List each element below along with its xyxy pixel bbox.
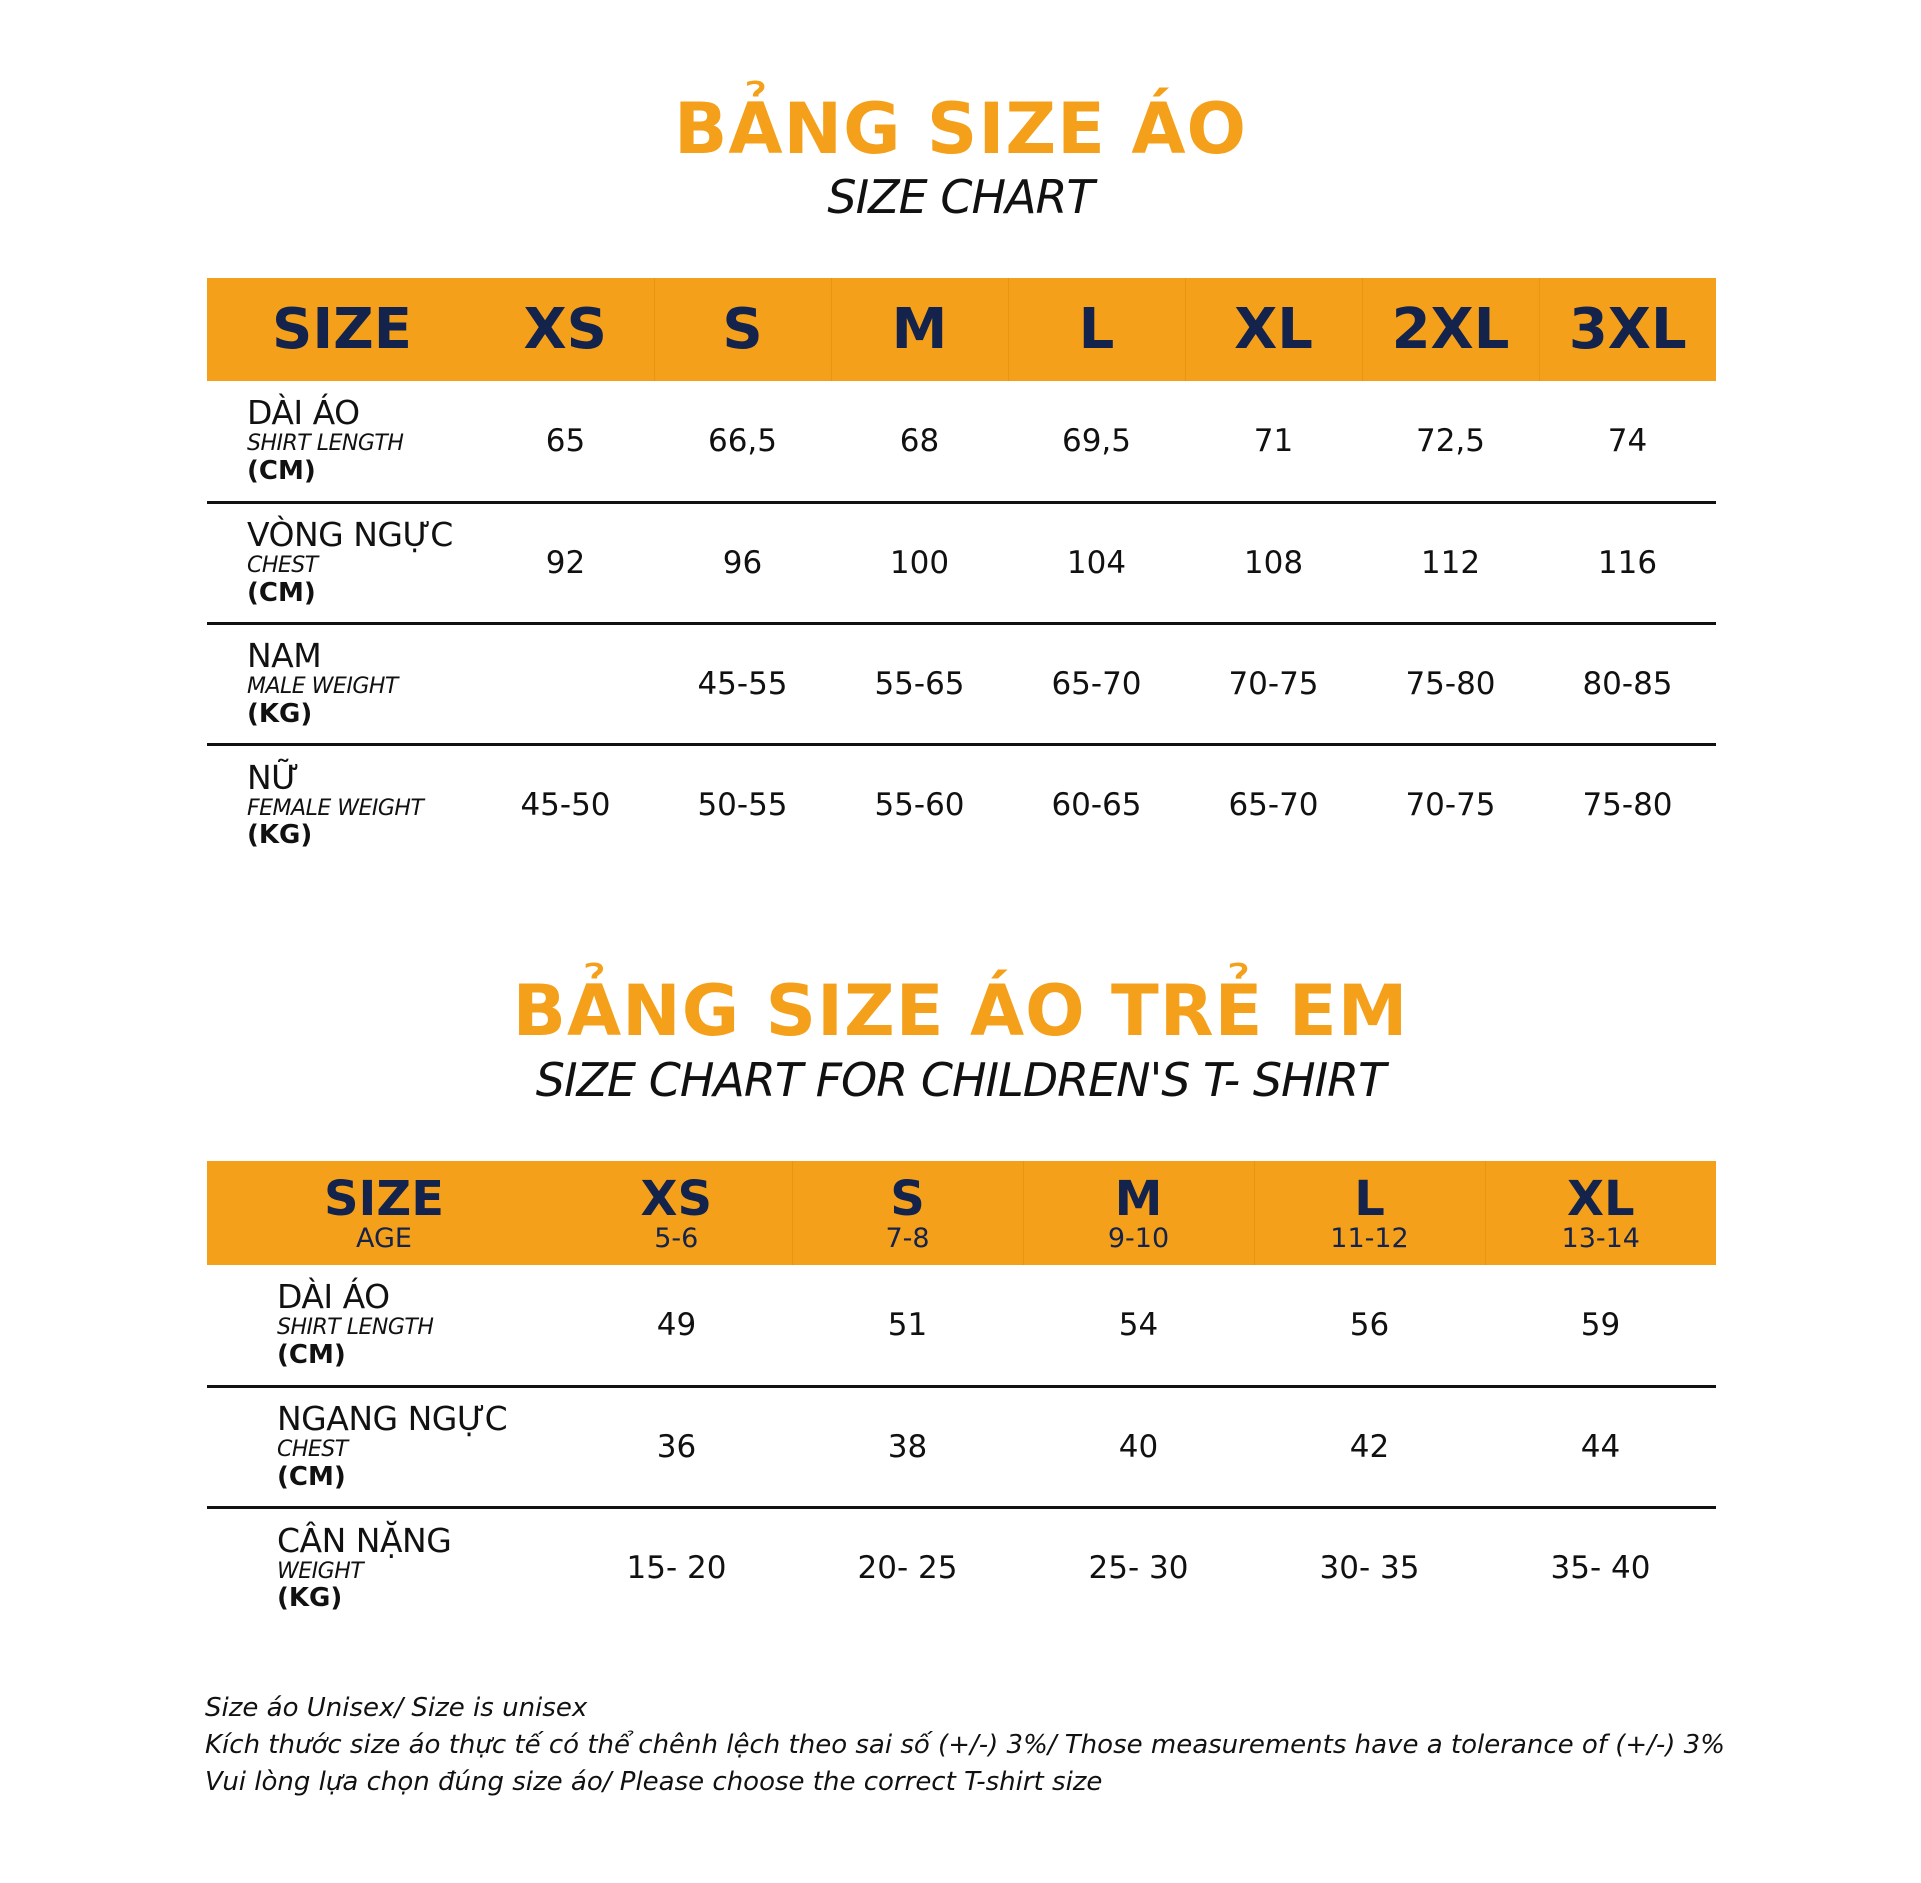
adult-title: BẢNG SIZE ÁO: [673, 88, 1248, 170]
table-cell: 100: [889, 544, 950, 581]
table-cell: 51: [887, 1306, 928, 1343]
table-row: [207, 623, 1716, 744]
row-label-en: SHIRT LENGTH: [247, 431, 404, 457]
table-cell: 55-60: [874, 787, 965, 824]
children-title: BẢNG SIZE ÁO TRẺ EM: [512, 970, 1409, 1052]
size-label: XS: [640, 1170, 713, 1227]
table-cell: 75-80: [1582, 787, 1673, 824]
table-cell: 60-65: [1051, 787, 1142, 824]
row-label: [207, 1507, 561, 1628]
children-subtitle: SIZE CHART FOR CHILDREN'S T- SHIRT: [535, 1053, 1386, 1107]
size-col-header: L: [1008, 278, 1185, 381]
table-cell: 104: [1066, 544, 1127, 581]
table-cell: 50-55: [697, 787, 788, 824]
table-cell: 65-70: [1228, 787, 1319, 824]
table-cell: 116: [1597, 544, 1658, 581]
table-cell: 45-50: [520, 787, 611, 824]
table-cell: [477, 623, 654, 744]
row-label-unit: (KG): [277, 1583, 343, 1614]
table-cell: 74: [1607, 422, 1648, 459]
table-cell: 72,5: [1415, 422, 1486, 459]
row-label-vn: DÀI ÁO: [277, 1277, 390, 1317]
size-header: SIZE: [207, 278, 477, 381]
age-label: 13-14: [1561, 1222, 1640, 1254]
table-cell: 36: [656, 1428, 697, 1465]
table-cell: 54: [1118, 1306, 1159, 1343]
age-label: 9-10: [1107, 1222, 1170, 1254]
note-line: Vui lòng lựa chọn đúng size áo/ Please choose the correct T-shirt size: [205, 1767, 1103, 1797]
table-cell: 42: [1349, 1428, 1390, 1465]
table-cell: 38: [887, 1428, 928, 1465]
adult-header-row: [207, 278, 1716, 381]
table-row: [207, 744, 1716, 865]
row-label: [207, 623, 477, 744]
size-label: L: [1354, 1170, 1385, 1227]
row-label-en: WEIGHT: [277, 1558, 364, 1584]
table-row: [207, 381, 1716, 502]
table-cell: 20- 25: [857, 1550, 958, 1587]
row-label-en: CHEST: [277, 1437, 348, 1463]
table-cell: 56: [1349, 1306, 1390, 1343]
size-col-header: [1023, 1161, 1254, 1265]
table-cell: 65-70: [1051, 665, 1142, 702]
size-col-header: XS: [477, 278, 654, 381]
size-age-header: [207, 1161, 561, 1265]
table-cell: 92: [545, 544, 586, 581]
row-label: [207, 381, 477, 502]
row-label-en: CHEST: [247, 553, 318, 579]
row-label-en: FEMALE WEIGHT: [247, 795, 424, 821]
row-label-unit: (CM): [247, 455, 316, 486]
size-col-header: [792, 1161, 1023, 1265]
row-label-unit: (CM): [277, 1461, 346, 1492]
table-cell: 70-75: [1228, 665, 1319, 702]
footnotes: [205, 1690, 1725, 1801]
row-label-vn: DÀI ÁO: [247, 393, 360, 433]
table-cell: 70-75: [1405, 787, 1496, 824]
row-label-unit: (CM): [247, 577, 316, 608]
adult-size-table: [207, 278, 1716, 865]
table-cell: 55-65: [874, 665, 965, 702]
row-label-en: SHIRT LENGTH: [277, 1315, 434, 1341]
size-col-header: S: [654, 278, 831, 381]
row-label: [207, 1265, 561, 1386]
table-cell: 69,5: [1061, 422, 1132, 459]
table-cell: 45-55: [697, 665, 788, 702]
table-cell: 15- 20: [626, 1550, 727, 1587]
note-line: Size áo Unisex/ Size is unisex: [205, 1693, 588, 1723]
size-label: XL: [1566, 1170, 1635, 1227]
table-cell: 44: [1580, 1428, 1621, 1465]
children-header-row: [207, 1161, 1716, 1265]
table-cell: 96: [722, 544, 763, 581]
table-cell: 59: [1580, 1306, 1621, 1343]
row-label: [207, 1386, 561, 1507]
table-row: [207, 1386, 1716, 1507]
size-col-header: M: [831, 278, 1008, 381]
row-label-unit: (KG): [247, 698, 313, 729]
table-cell: 35- 40: [1550, 1550, 1651, 1587]
note-line: Kích thước size áo thực tế có thể chênh lệch theo sai số (+/-) 3%/ Those measurements have a tolerance of (+/-) 3%: [205, 1730, 1725, 1760]
table-cell: 40: [1118, 1428, 1159, 1465]
size-col-header: 3XL: [1539, 278, 1716, 381]
table-cell: 75-80: [1405, 665, 1496, 702]
row-label-vn: NAM: [247, 636, 322, 676]
row-label-vn: VÒNG NGỰC: [247, 515, 453, 555]
size-col-header: [1485, 1161, 1716, 1265]
table-cell: 71: [1253, 422, 1294, 459]
table-cell: 112: [1420, 544, 1481, 581]
table-cell: 66,5: [707, 422, 778, 459]
size-col-header: [561, 1161, 792, 1265]
row-label-en: MALE WEIGHT: [247, 674, 398, 700]
size-label: S: [890, 1170, 925, 1227]
table-row: [207, 1265, 1716, 1386]
row-label-vn: CÂN NẶNG: [277, 1520, 452, 1560]
table-cell: 65: [545, 422, 586, 459]
row-label-vn: NỮ: [247, 757, 299, 797]
age-header: AGE: [356, 1222, 412, 1254]
adult-subtitle: SIZE CHART: [827, 170, 1094, 224]
row-label-vn: NGANG NGỰC: [277, 1399, 508, 1439]
size-col-header: XL: [1185, 278, 1362, 381]
table-cell: 108: [1243, 544, 1304, 581]
row-label-unit: (KG): [247, 820, 313, 851]
table-cell: 68: [899, 422, 940, 459]
size-label: M: [1114, 1170, 1163, 1227]
table-cell: 80-85: [1582, 665, 1673, 702]
table-cell: 30- 35: [1319, 1550, 1420, 1587]
table-row: [207, 1507, 1716, 1628]
age-label: 7-8: [885, 1222, 930, 1254]
age-label: 5-6: [654, 1222, 699, 1254]
table-cell: 25- 30: [1088, 1550, 1189, 1587]
age-label: 11-12: [1330, 1222, 1409, 1254]
row-label-unit: (CM): [277, 1339, 346, 1370]
row-label: [207, 744, 477, 865]
table-row: [207, 502, 1716, 623]
size-header: SIZE: [323, 1170, 445, 1227]
table-cell: 49: [656, 1306, 697, 1343]
children-size-table: [207, 1161, 1716, 1628]
row-label: [207, 502, 477, 623]
size-col-header: [1254, 1161, 1485, 1265]
size-col-header: 2XL: [1362, 278, 1539, 381]
